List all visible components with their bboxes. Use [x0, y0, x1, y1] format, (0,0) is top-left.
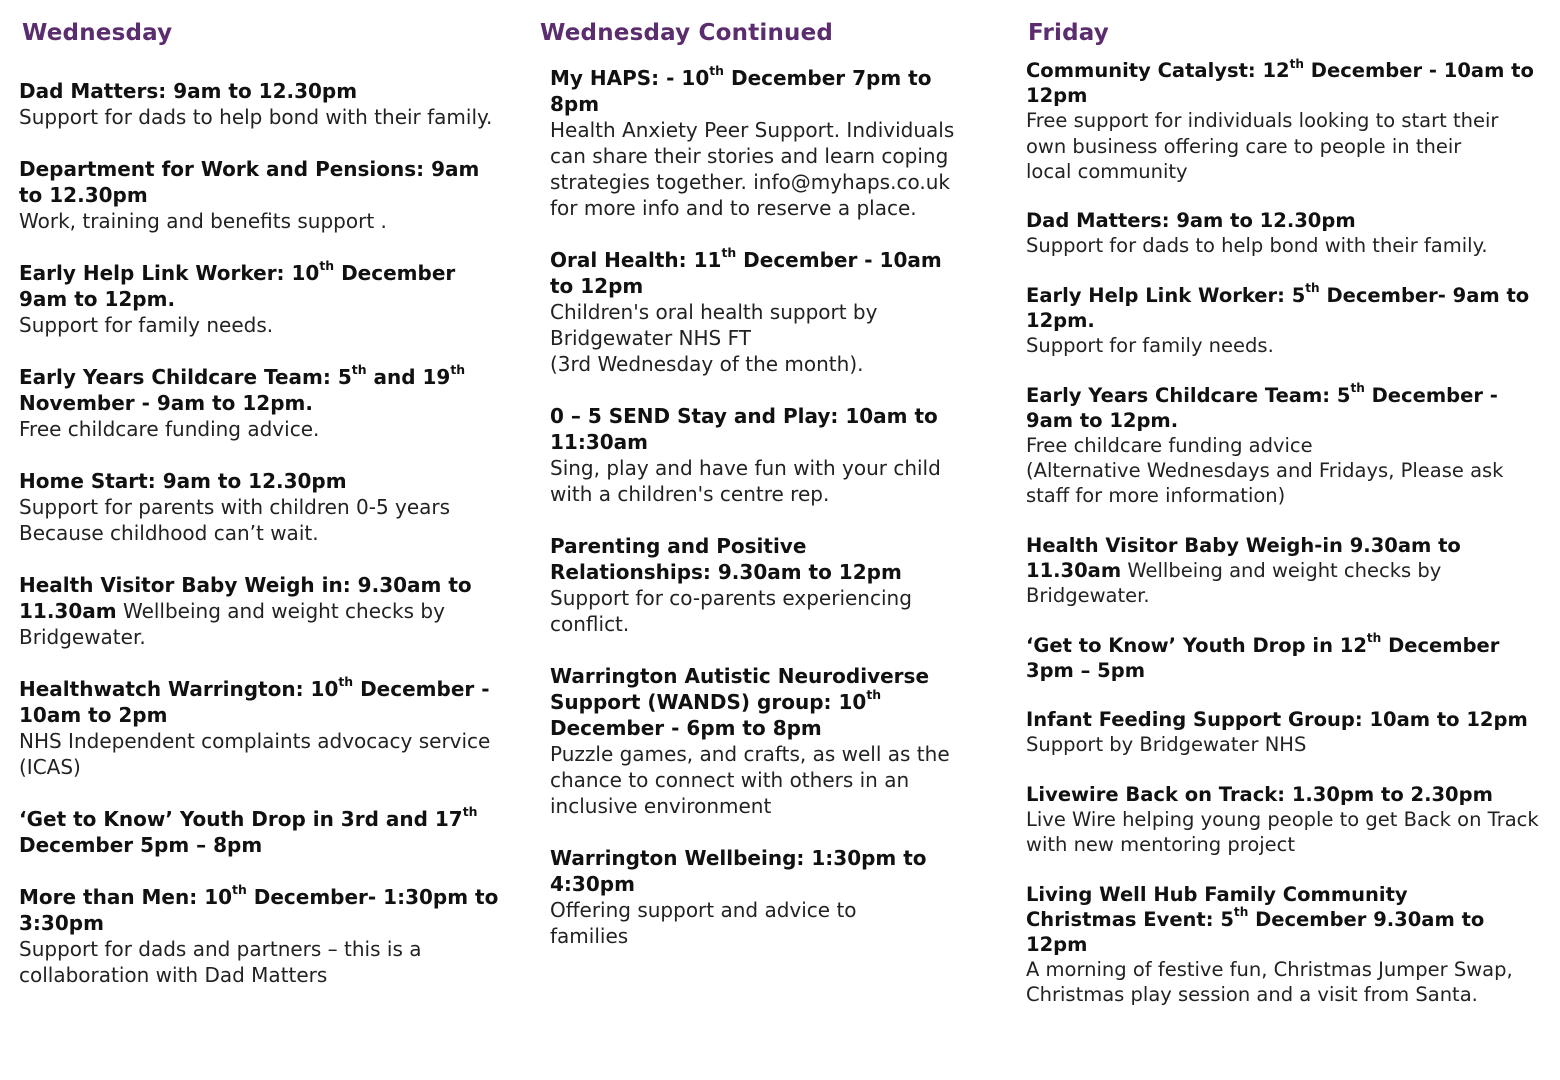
entry-description: Support for family needs. [19, 313, 274, 337]
entry-health-visitor [1026, 533, 1542, 609]
entry-title: Infant Feeding Support Group: 10am to 12pm [1026, 708, 1528, 732]
entry-title: Dad Matters: 9am to 12.30pm [19, 79, 358, 103]
entry-title: Healthwatch Warrington: 10th December - 10am to 2pm [19, 674, 490, 727]
entry-title: Home Start: 9am to 12.30pm [19, 469, 347, 493]
entry-title: Living Well Hub Family Community Christmas Event: 5th December 9.30am to 12pm [1026, 882, 1485, 956]
entry-description: Support for family needs. [1026, 334, 1274, 358]
entry-title: Early Years Childcare Team: 5th December - 9am to 12pm. [1026, 381, 1498, 432]
entry-health-visitor [19, 572, 509, 650]
entry-title: Health Visitor Baby Weigh in: 9.30am to 11.30am [19, 573, 472, 623]
entry-title: Community Catalyst: 12th December - 10am to 12pm [1026, 56, 1534, 108]
entry-community-catalyst [1026, 58, 1542, 184]
entry-send-stay-and-play [550, 403, 970, 507]
entry-early-help-link-worker [19, 260, 509, 338]
entry-title: ‘Get to Know’ Youth Drop in 3rd and 17th December 5pm – 8pm [19, 804, 478, 857]
entry-oral-health [550, 247, 970, 377]
entry-youth-drop-in [19, 806, 509, 858]
column-heading-friday: Friday [1028, 20, 1109, 46]
entry-parenting-relationships [550, 533, 970, 637]
entry-title: Warrington Autistic Neurodiverse Support (WANDS) group: 10th December - 6pm to 8pm [550, 664, 930, 740]
entry-title: 0 – 5 SEND Stay and Play: 10am to 11:30am [550, 404, 938, 454]
column-heading-wednesday-continued: Wednesday Continued [540, 20, 834, 46]
entry-living-well-hub [1026, 882, 1542, 1008]
entry-description: Sing, play and have fun with your child with a children's centre rep. [550, 456, 941, 506]
entry-warrington-wellbeing [550, 845, 970, 949]
entries-wednesday [19, 78, 509, 1014]
entry-title: Warrington Wellbeing: 1:30pm to 4:30pm [550, 846, 927, 896]
entry-dad-matters [1026, 208, 1542, 258]
entry-description: Support for dads and partners – this is a collaboration with Dad Matters [19, 937, 422, 987]
entry-description: Support for parents with children 0-5 years Because childhood can’t wait. [19, 495, 451, 545]
entry-wands [550, 663, 970, 819]
entry-description-note: (3rd Wednesday of the month). [550, 352, 864, 376]
entry-title: More than Men: 10th December- 1:30pm to 3:30pm [19, 882, 499, 935]
entry-title: Department for Work and Pensions: 9am to 12.30pm [19, 157, 480, 207]
entry-description: Support by Bridgewater NHS [1026, 733, 1307, 757]
entry-description: Free support for individuals looking to start their own business offering care to people in their local community [1026, 109, 1499, 183]
entry-early-help-link-worker [1026, 283, 1542, 359]
entry-title: Oral Health: 11th December - 10am to 12pm [550, 245, 942, 298]
entry-infant-feeding [1026, 707, 1542, 757]
entry-title: Parenting and Positive Relationships: 9.30am to 12pm [550, 534, 902, 584]
entry-description: Live Wire helping young people to get Back on Track with new mentoring project [1026, 807, 1539, 857]
entry-dad-matters [19, 78, 509, 130]
entry-description: Puzzle games, and crafts, as well as the chance to connect with others in an inclusive environment [550, 742, 950, 818]
entry-title: Health Visitor Baby Weigh-in 9.30am to 11.30am [1026, 533, 1461, 582]
entry-description: Wellbeing and weight checks by Bridgewater. [1026, 559, 1442, 608]
entry-description: Health Anxiety Peer Support. Individuals can share their stories and learn coping strategies together. info@myhaps.co.uk for more info and to reserve a place. [550, 118, 955, 220]
entry-title: Livewire Back on Track: 1.30pm to 2.30pm [1026, 782, 1493, 806]
entry-dwp [19, 156, 509, 234]
entry-description: Offering support and advice to families [550, 898, 857, 948]
entry-title: Early Help Link Worker: 10th December 9am to 12pm. [19, 258, 456, 311]
entry-description: Work, training and benefits support . [19, 209, 387, 233]
entry-title: Early Help Link Worker: 5th December- 9am to 12pm. [1026, 281, 1530, 332]
entry-my-haps [550, 65, 970, 221]
entry-description: NHS Independent complaints advocacy service (ICAS) [19, 729, 491, 779]
entry-description: Support for dads to help bond with their family. [1026, 234, 1488, 258]
entry-home-start [19, 468, 509, 546]
column-heading-wednesday: Wednesday [22, 20, 173, 46]
entry-description: Children's oral health support by Bridgewater NHS FT [550, 300, 878, 350]
entry-description: Free childcare funding advice [1026, 434, 1313, 457]
entry-description-note: (Alternative Wednesdays and Fridays, Please ask staff for more information) [1026, 459, 1504, 508]
entry-description: A morning of festive fun, Christmas Jumper Swap, Christmas play session and a visit from Santa. [1026, 958, 1513, 1007]
entry-description: Wellbeing and weight checks by Bridgewater. [19, 599, 445, 649]
entry-youth-drop-in [1026, 633, 1542, 683]
entry-title: My HAPS: - 10th December 7pm to 8pm [550, 63, 932, 116]
entry-healthwatch [19, 676, 509, 780]
entries-friday [1026, 58, 1542, 1032]
entry-description: Support for dads to help bond with their family. [19, 105, 493, 129]
entry-title: ‘Get to Know’ Youth Drop in 12th December 3pm – 5pm [1026, 631, 1500, 682]
entry-title: Dad Matters: 9am to 12.30pm [1026, 209, 1356, 233]
entry-title: Early Years Childcare Team: 5th and 19th November - 9am to 12pm. [19, 362, 466, 415]
entry-early-years-childcare [1026, 383, 1542, 509]
entry-early-years-childcare [19, 364, 509, 442]
entry-livewire [1026, 782, 1542, 858]
entries-wednesday-continued [550, 65, 970, 975]
entry-description: Support for co-parents experiencing conflict. [550, 586, 912, 636]
entry-description: Free childcare funding advice. [19, 417, 320, 441]
entry-more-than-men [19, 884, 509, 988]
